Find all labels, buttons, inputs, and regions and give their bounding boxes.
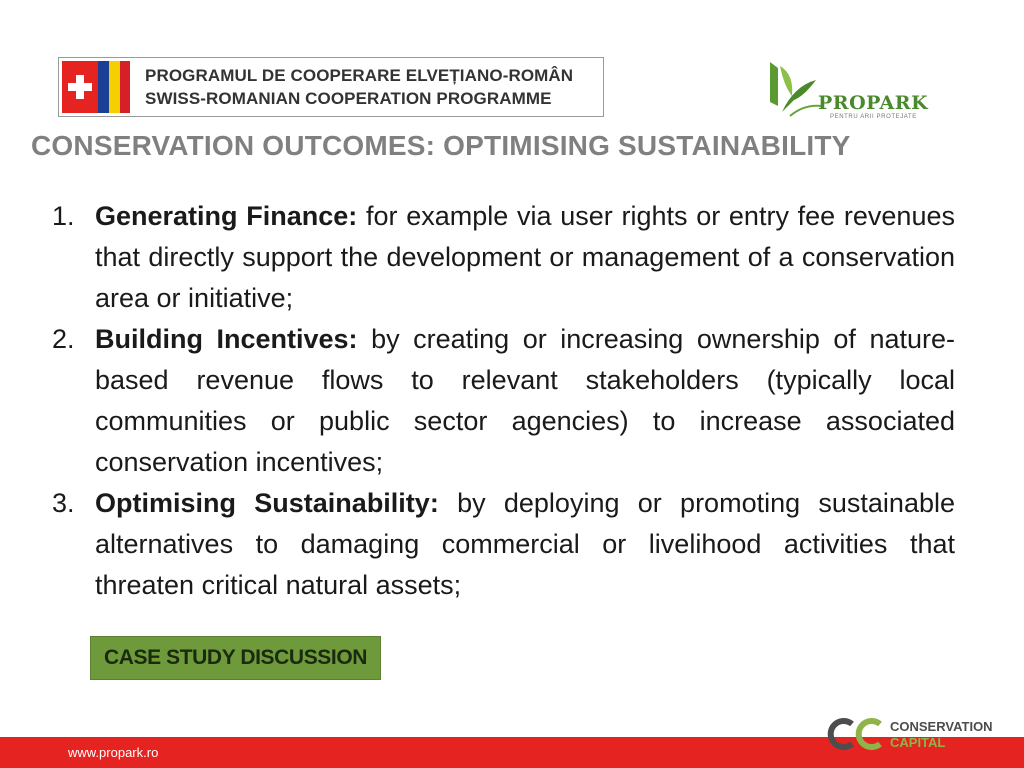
propark-wordmark: PROPARK [818,92,929,114]
cc-name-line2: CAPITAL [890,735,946,750]
page-title: CONSERVATION OUTCOMES: OPTIMISING SUSTAINABILITY [31,130,851,161]
outcomes-list [52,196,955,606]
case-study-discussion-button[interactable]: CASE STUDY DISCUSSION [90,636,381,680]
list-item-number: 3. [52,488,75,518]
list-item [52,483,955,606]
list-item-number: 1. [52,201,75,231]
list-item [52,196,955,319]
list-item-text: by deploying or promoting sustainable alternatives to damaging commercial or livelihood activities that threaten critical natural assets; [95,488,955,600]
list-item [52,319,955,483]
list-item-text: by creating or increasing ownership of nature-based revenue flows to relevant stakeholders (typically local communities or public sector agencies) to increase associated conservation incentives; [95,324,956,477]
swiss-romanian-flag-icon [62,61,130,113]
list-item-number: 2. [52,324,75,354]
programme-title-en: SWISS-ROMANIAN COOPERATION PROGRAMME [145,89,552,108]
list-item-text: for example via user rights or entry fee revenues that directly support the development or management of a conservation area or initiative; [95,201,955,313]
propark-tagline: PENTRU ARII PROTEJATE [830,114,917,120]
conservation-capital-logo [822,718,1012,754]
conservation-capital-mark-icon [822,718,884,750]
footer-url-link[interactable]: www.propark.ro [68,745,159,760]
cc-name-line1: CONSERVATION [890,719,993,734]
swiss-romanian-programme-logo [58,57,604,117]
list-item-term: Optimising Sustainability: [95,488,439,518]
list-item-term: Building Incentives: [95,324,358,354]
programme-title-ro: PROGRAMUL DE COOPERARE ELVEȚIANO-ROMÂN [145,66,574,85]
list-item-term: Generating Finance: [95,201,358,231]
